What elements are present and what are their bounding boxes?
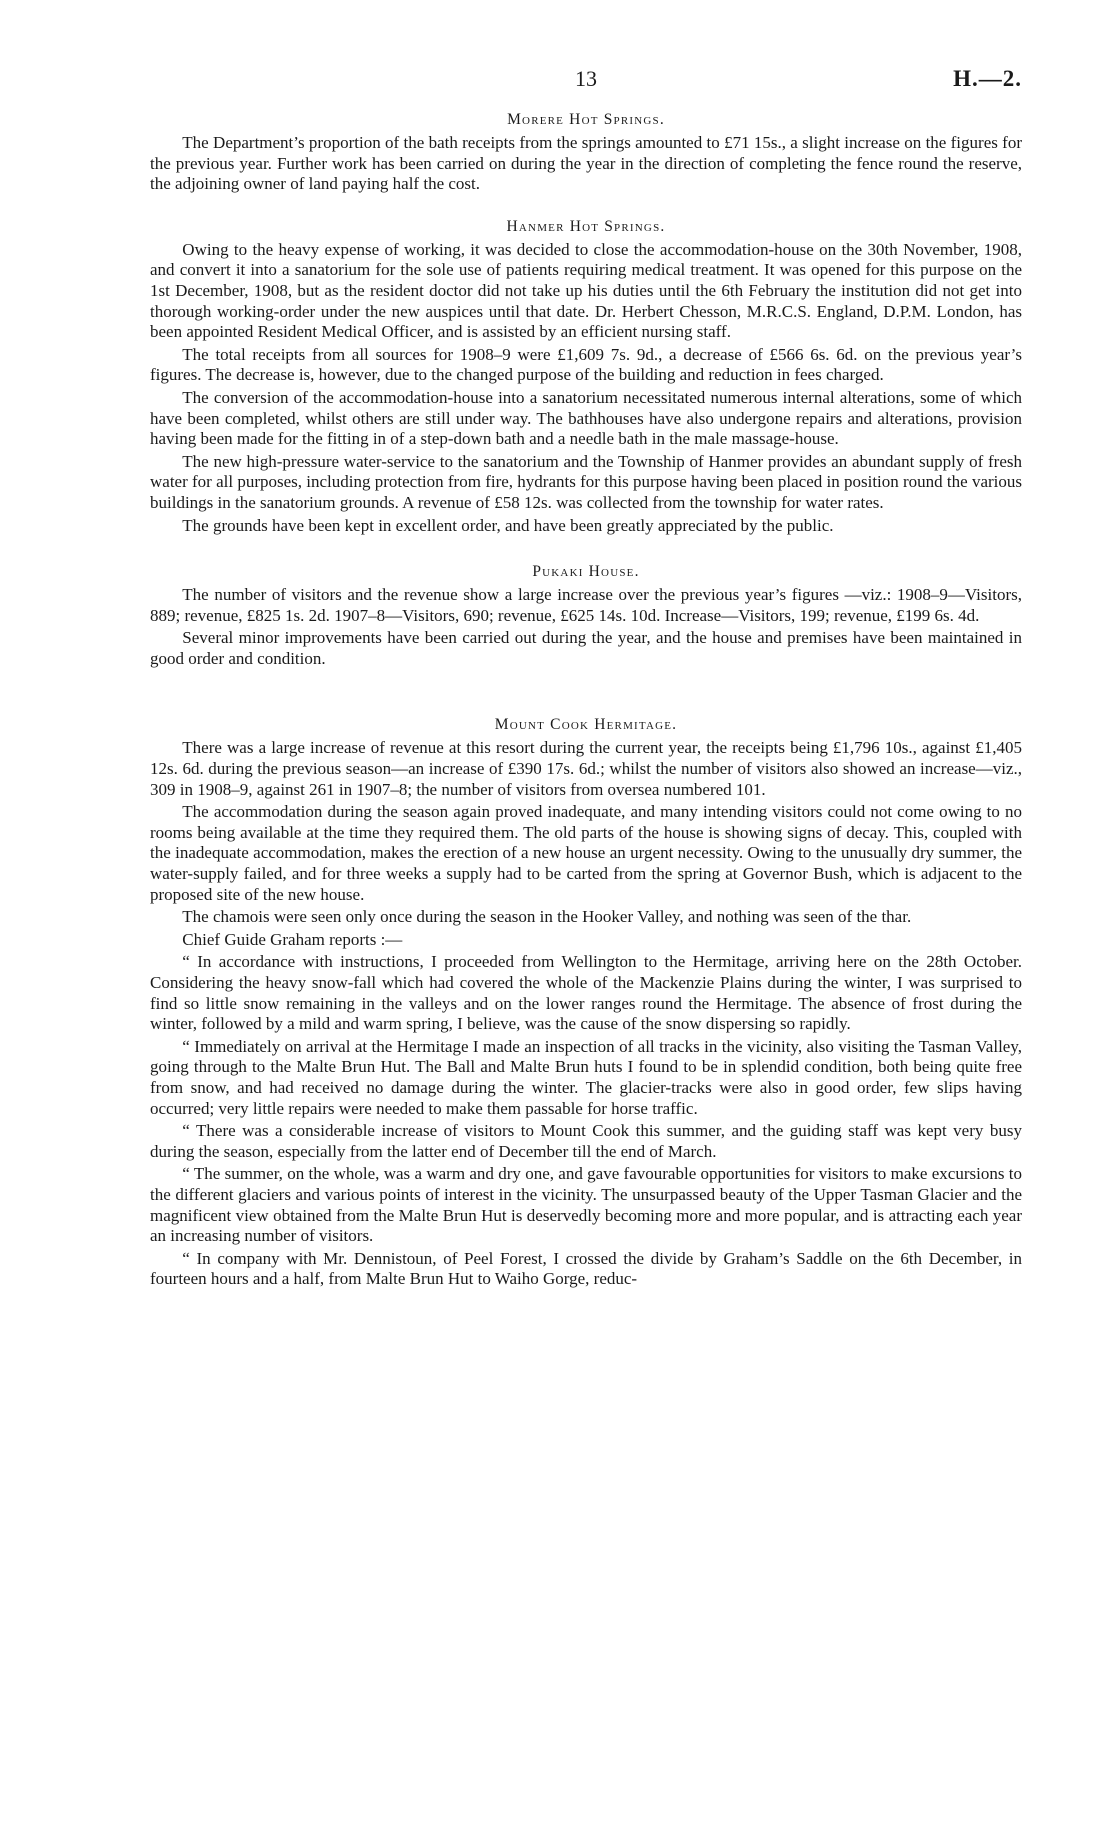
page-header bbox=[150, 66, 1022, 96]
page-number: 13 bbox=[575, 66, 597, 91]
section-title: Hanmer Hot Springs. bbox=[506, 217, 666, 235]
document-page bbox=[150, 0, 1022, 1842]
section-title: Pukaki House. bbox=[532, 563, 640, 581]
section-hanmer-hot-springs bbox=[150, 217, 1022, 536]
paragraph: The total receipts from all sources for 1908–9 were £1,609 7s. 9d., a decrease of £566 6s. 6d. on the previous year’s figures. The decrease is, however, due to the changed purpose of the building and reduction in fees charged. bbox=[150, 344, 1022, 385]
paragraph: The conversion of the accommodation-house into a sanatorium necessitated numerous internal alterations, some of which have been completed, whilst others are still under way. The bathhouses have also undergone repairs and alterations, provision having been made for the fitting in of a step-down bath and a needle bath in the male massage-house. bbox=[150, 387, 1022, 449]
section-title: Mount Cook Hermitage. bbox=[494, 716, 678, 734]
paragraph: Chief Guide Graham reports :— bbox=[182, 929, 403, 949]
section-mount-cook-hermitage bbox=[150, 715, 1022, 1289]
paragraph: The Department’s proportion of the bath receipts from the springs amounted to £71 15s., a slight increase on the figures for the previous year. Further work has been carried on during the year in the direction of completing the fence round the reserve, the adjoining owner of land paying half the cost. bbox=[150, 133, 1022, 194]
section-title: Morere Hot Springs. bbox=[507, 111, 665, 128]
paragraph: “ In company with Mr. Dennistoun, of Peel Forest, I crossed the divide by Graham’s Saddle on the 6th December, in fourteen hours and a half, from Malte Brun Hut to Waiho Gorge, reduc- bbox=[150, 1248, 1022, 1289]
section-morere-hot-springs bbox=[150, 110, 1022, 195]
paragraph: “ The summer, on the whole, was a warm and dry one, and gave favourable opportunities for visitors to make excursions to the different glaciers and various points of interest in the vicinity. The unsurpassed beauty of the Upper Tasman Glacier and the magnificent view obtained from the Malte Brun Hut is deservedly becoming more and more popular, and is attracting each year an increasing number of visitors. bbox=[150, 1164, 1022, 1246]
paragraph: The accommodation during the season again proved inadequate, and many intending visitors could not come owing to no rooms being available at the time they required them. The old parts of the house is showing signs of decay. This, coupled with the inadequate accommodation, makes the erection of a new house an urgent necessity. Owing to the unusually dry summer, the water-supply failed, and for three weeks a supply had to be carted from the spring at Governor Bush, which is adjacent to the proposed site of the new house. bbox=[150, 802, 1022, 904]
paragraph: There was a large increase of revenue at this resort during the current year, the receipts being £1,796 10s., against £1,405 12s. 6d. during the previous season—an increase of £390 17s. 6d.; whilst the number of visitors also showed an increase—viz., 309 in 1908–9, against 261 in 1907–8; the number of visitors from oversea numbered 101. bbox=[150, 738, 1022, 799]
paragraph: “ In accordance with instructions, I proceeded from Wellington to the Hermitage, arriving here on the 28th October. Considering the heavy snow-fall which had covered the whole of the Mackenzie Plains during the winter, I was surprised to find so little snow remaining in the valleys and on the lower ranges round the Hermitage. The absence of frost during the winter, followed by a mild and warm spring, I believe, was the cause of the snow dispersing so rapidly. bbox=[150, 952, 1022, 1034]
paragraph: The new high-pressure water-service to the sanatorium and the Township of Hanmer provides an abundant supply of fresh water for all purposes, including protection from fire, hydrants for this purpose having been placed in position round the various buildings in the sanatorium grounds. A revenue of £58 12s. was collected from the township for water rates. bbox=[150, 451, 1022, 512]
paragraph: The chamois were seen only once during the season in the Hooker Valley, and nothing was seen of the thar. bbox=[182, 907, 912, 927]
paragraph: The number of visitors and the revenue show a large increase over the previous year’s figures —viz.: 1908–9—Visitors, 889; revenue, £825 1s. 2d. 1907–8—Visitors, 690; revenue, £625 14s. 10d. Increase—Visitors, 199; revenue, £199 6s. 4d. bbox=[150, 585, 1022, 625]
section-pukaki-house bbox=[150, 562, 1022, 669]
paragraph: The grounds have been kept in excellent order, and have been greatly appreciated by the public. bbox=[182, 515, 834, 535]
paragraph: “ There was a considerable increase of visitors to Mount Cook this summer, and the guiding staff was kept very busy during the season, especially from the latter end of December till the end of March. bbox=[150, 1121, 1022, 1161]
paragraph: “ Immediately on arrival at the Hermitage I made an inspection of all tracks in the vicinity, also visiting the Tasman Valley, going through to the Malte Brun Hut. The Ball and Malte Brun huts I found to be in splendid condition, both being quite free from snow, and had received no damage during the winter. The glacier-tracks were also in good order, few slips having occurred; very little repairs were needed to make them passable for horse traffic. bbox=[150, 1036, 1022, 1118]
paragraph: Several minor improvements have been carried out during the year, and the house and premises have been maintained in good order and condition. bbox=[150, 628, 1022, 668]
paragraph: Owing to the heavy expense of working, it was decided to close the accommodation-house on the 30th November, 1908, and convert it into a sanatorium for the sole use of patients requiring medical treatment. It was opened for this purpose on the 1st December, 1908, but as the resident doctor did not take up his duties until the 6th February the institution did not get into thorough working-order under the new auspices until that date. Dr. Herbert Chesson, M.R.C.S. England, D.P.M. London, has been appointed Resident Medical Officer, and is assisted by an efficient nursing staff. bbox=[150, 239, 1022, 342]
document-reference: H.—2. bbox=[953, 66, 1022, 91]
document-body bbox=[150, 110, 1022, 1292]
